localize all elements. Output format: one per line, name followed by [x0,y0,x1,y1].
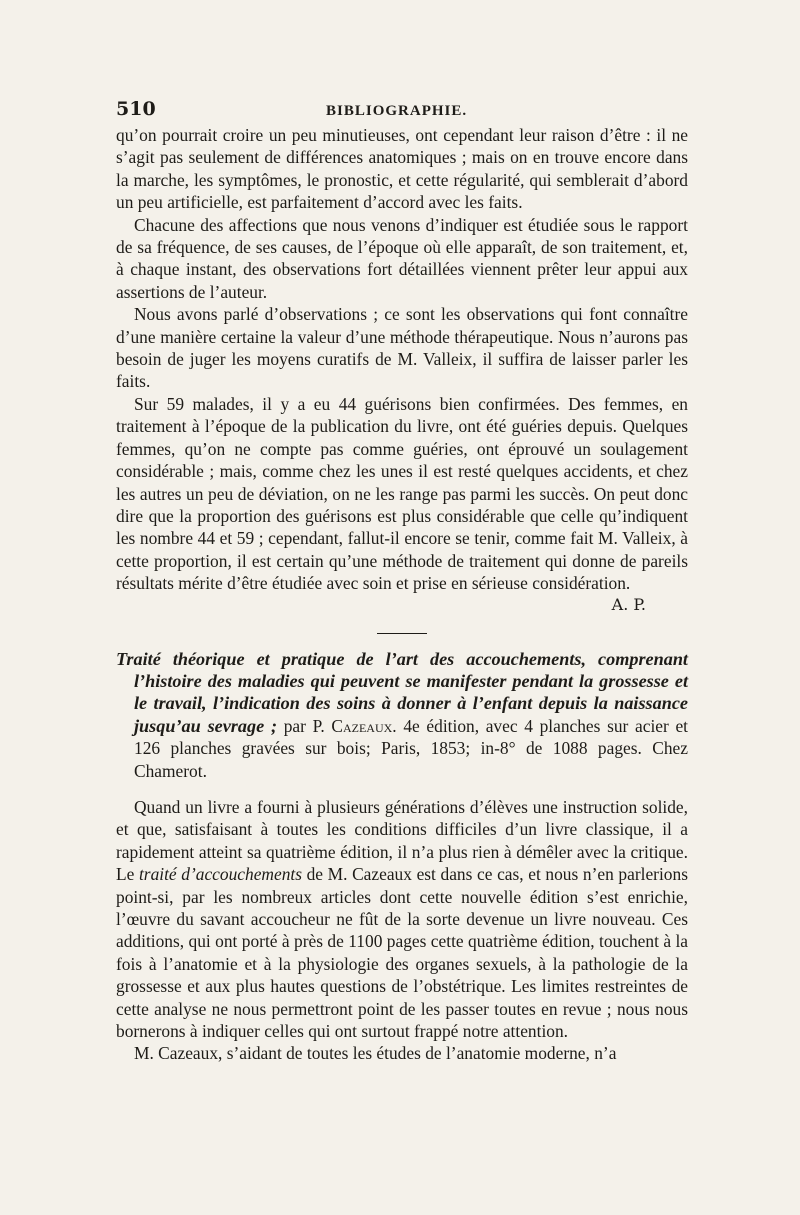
reference-details: 4e édition, avec 4 planches sur acier et 126 planches gravées sur bois; Paris, 1853; in-8° de 1088 pages. Chez Chamerot. [134,715,688,781]
review-valleix [116,124,688,614]
book-title: Traité théorique et pratique de l’art des accouchements, comprenant l’histoire des maladies qui peuvent se manifester pendant la grossesse et le travail, l’indication des soins à donner à l’enfant depuis la naissance jusqu’au sevrage ; [116,648,688,736]
review2-paragraph-1 [116,796,688,1042]
review1-paragraph-3: Nous avons parlé d’observations ; ce sont les observations qui font connaître d’une manière certaine la valeur d’une méthode thérapeutique. Nous n’aurons pas besoin de juger les moyens curatifs de M. Valleix, il suffira de laisser parler les faits. [116,304,688,392]
review1-paragraph-4: Sur 59 malades, il y a eu 44 guérisons bien confirmées. Des femmes, en traitement à l’époque de la publication du livre, ont été guéries depuis. Quelques femmes, qu’on ne compte pas comme guéries, ont éprouvé un soulagement considérable ; mais, comme chez les unes il est resté quelques accidents, et chez les autres un peu de déviation, on ne les range pas parmi les succès. On peut donc dire que la proportion des guérisons est plus considérable que celle qu’indiquent les nombre 44 et 59 ; cependant, fallut-il encore se tenir, comme fait M. Valleix, à cette proportion, il est certain qu’une méthode de traitement qui donne de pareils résultats mérite d’être étudiée avec soin et prise en sérieuse considération. [116,393,688,594]
reviewer-signature: A. P. [611,594,646,614]
review2-paragraph-1-end: de M. Cazeaux est dans ce cas, et nous n’en parlerions point-si, par les nombreux articles dont cette nouvelle édition s’est enrichie, l’œuvre du savant accoucheur ne fût de la sorte devenue un livre nouveau. Ces additions, qui ont porté à près de 1100 pages cette quatrième édition, touchent à la fois à l’anatomie et à la physiologie des organes sexuels, à la pathologie de la grossesse et aux plus hautes questions de l’obstétrique. Les limites restreintes de cette analyse ne nous permettront point de les passer toutes en revue ; nous nous bornerons à indiquer celles qui ont surtout frappé notre attention. [116,864,688,1042]
review2-paragraph-2: M. Cazeaux, s’aidant de toutes les études de l’anatomie moderne, n’a [134,1043,617,1064]
review1-paragraph-2: Chacune des affections que nous venons d’indiquer est étudiée sous le rapport de sa fréquence, de ses causes, de l’époque où elle apparaît, de son traitement, et, à chaque instant, des observations fort détaillées viennent prêter leur appui aux assertions de l’auteur. [116,214,688,302]
section-divider [377,633,427,634]
page-header [116,98,688,122]
review2-italic-title: traité d’accouchements [138,864,302,885]
signature-line [116,595,688,614]
running-head: BIBLIOGRAPHIE. [326,103,468,119]
review2-paragraph-1-start: Quand un livre a fourni à plusieurs générations d’élèves une instruction solide, et que, satisfaisant à toutes les conditions difficiles d’un livre classique, il a rapidement atteint sa quatrième édition, il n’a plus rien à démêler avec la critique. Le [116,796,688,885]
review1-paragraph-1: qu’on pourrait croire un peu minutieuses, ont cependant leur raison d’être : il ne s’agit pas seulement de différences anatomiques ; mais on en trouve encore dans la marche, les symptômes, le pronostic, et cette régularité, qui semblerait d’abord un peu artificielle, est parfaitement d’accord avec les faits. [116,125,688,213]
reference-by: par P. [283,715,325,736]
review-cazeaux [116,796,688,1065]
page-number: 510 [116,98,156,120]
book-author: Cazeaux. [331,715,397,736]
book-reference [116,648,688,782]
